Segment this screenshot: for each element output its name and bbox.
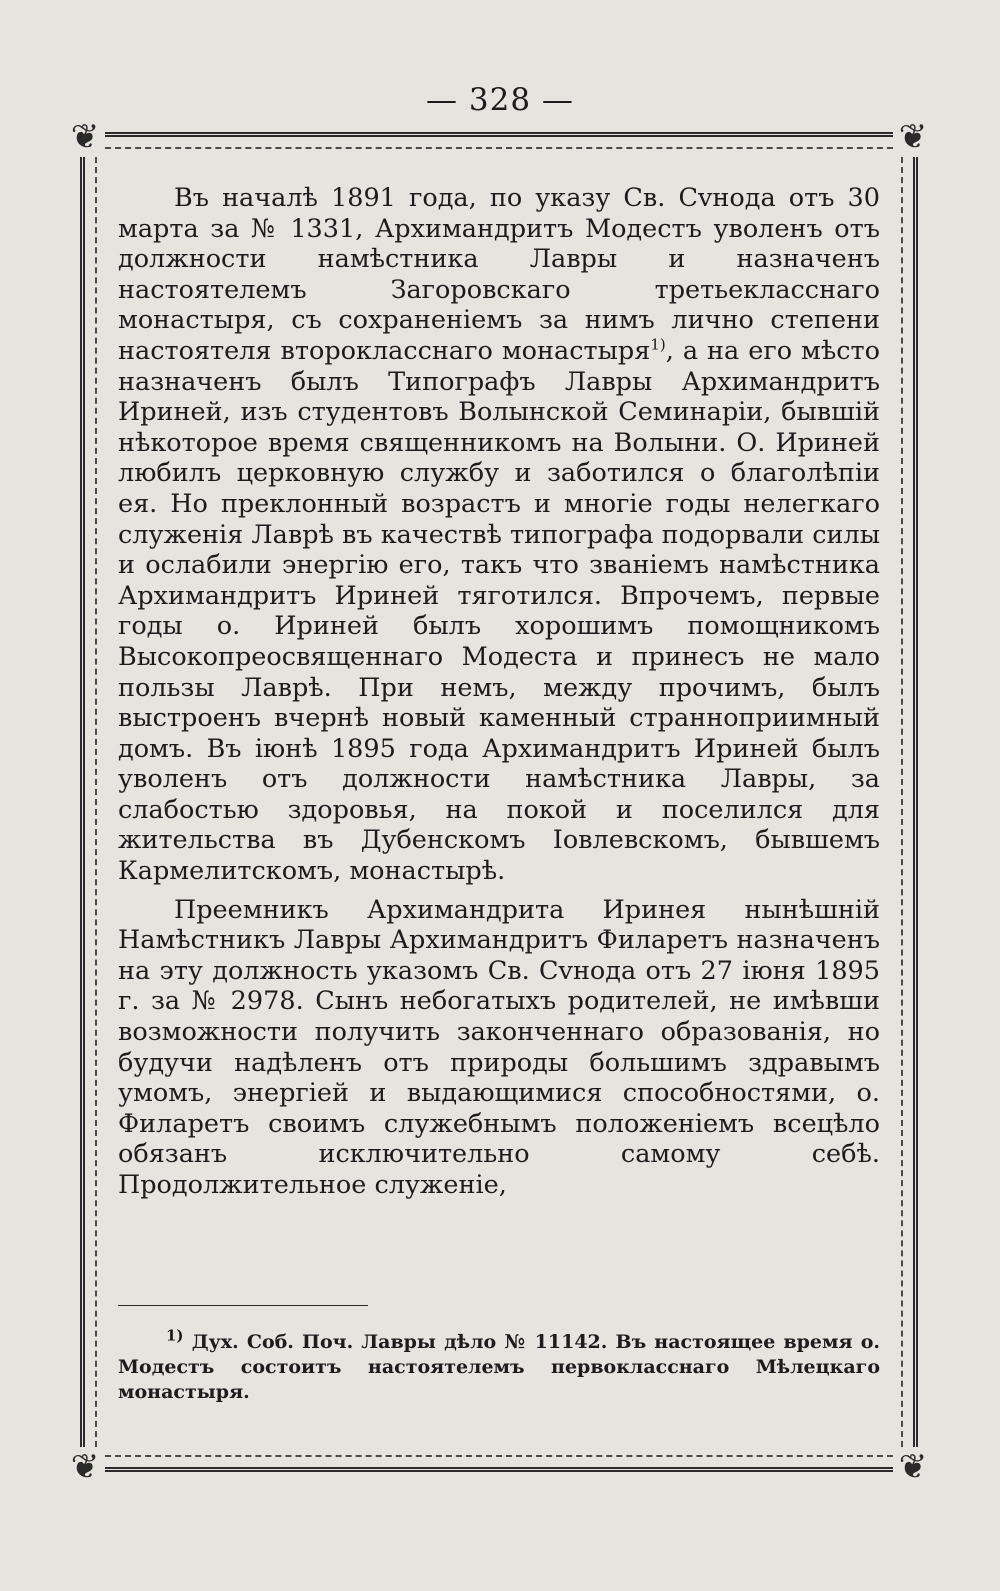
footnote-reference: 1) [650,335,666,354]
paragraph-text: , а на его мѣсто назначенъ былъ Типографъ Лавры Архимандритъ Ириней, изъ студентовъ Волынской Семинаріи, бывшій нѣкоторое время священникомъ на Волыни. О. Ириней любилъ церковную службу и заботился о благолѣпіи ея. Но преклонный возрастъ и многіе годы нелегкаго служенія Лаврѣ въ качествѣ типографа подорвали силы и ослабили энергію его, такъ что званіемъ намѣстника Архимандритъ Ириней тяготился. Впрочемъ, первые годы о. Ириней былъ хорошимъ помощникомъ Высокопреосвященнаго Модеста и принесъ не мало пользы Лаврѣ. При немъ, между прочимъ, былъ выстроенъ вчернѣ новый каменный странноприимный домъ. Въ іюнѣ 1895 года Архимандритъ Ириней былъ уволенъ отъ должности намѣстника Лавры, за слабостью здоровья, на покой и поселился для жительства въ Дубенскомъ Іовлевскомъ, бывшемъ Кармелитскомъ, монастырѣ. [118,335,880,887]
footnote-divider [118,1305,368,1306]
ornament-corner-icon: ❦ [893,117,933,157]
paragraph [118,183,880,887]
footnote-body [118,1326,880,1405]
ornament-corner-icon: ❦ [65,1447,105,1487]
ornament-corner-icon: ❦ [65,117,105,157]
footnote-mark: 1) [166,1326,184,1345]
ornament-corner-icon: ❦ [893,1447,933,1487]
footnote [118,1326,880,1405]
page-number: — 328 — [426,82,574,118]
paragraph-text: Въ началѣ 1891 года, по указу Св. Сvнода отъ 30 марта за № 1331, Архимандритъ Модестъ уволенъ отъ должности намѣстника Лавры и назначенъ настоятелемъ Загоровскаго третьекласснаго монастыря, съ сохраненіемъ за нимъ лично степени настоятеля второкласснаго монастыря [118,183,880,366]
footnote-text: Дух. Соб. Поч. Лавры дѣло № 11142. Въ настоящее время о. Модестъ состоитъ настоятелемъ первокласснаго Мѣлецкаго монастыря. [118,1331,880,1403]
body-text [118,183,880,1201]
paragraph: Преемникъ Архимандрита Иринея нынѣшній Намѣстникъ Лавры Архимандритъ Филаретъ назначенъ на эту должность указомъ Св. Сvнода отъ 27 іюня 1895 г. за № 2978. Сынъ небогатыхъ родителей, не имѣвши возможности получить законченнаго образованія, но будучи надѣленъ отъ природы большимъ здравымъ умомъ, энергіей и выдающимися способностями, о. Филаретъ своимъ служебнымъ положеніемъ всецѣло обязанъ исключительно самому себѣ. Продолжительное служеніе, [118,894,880,1200]
